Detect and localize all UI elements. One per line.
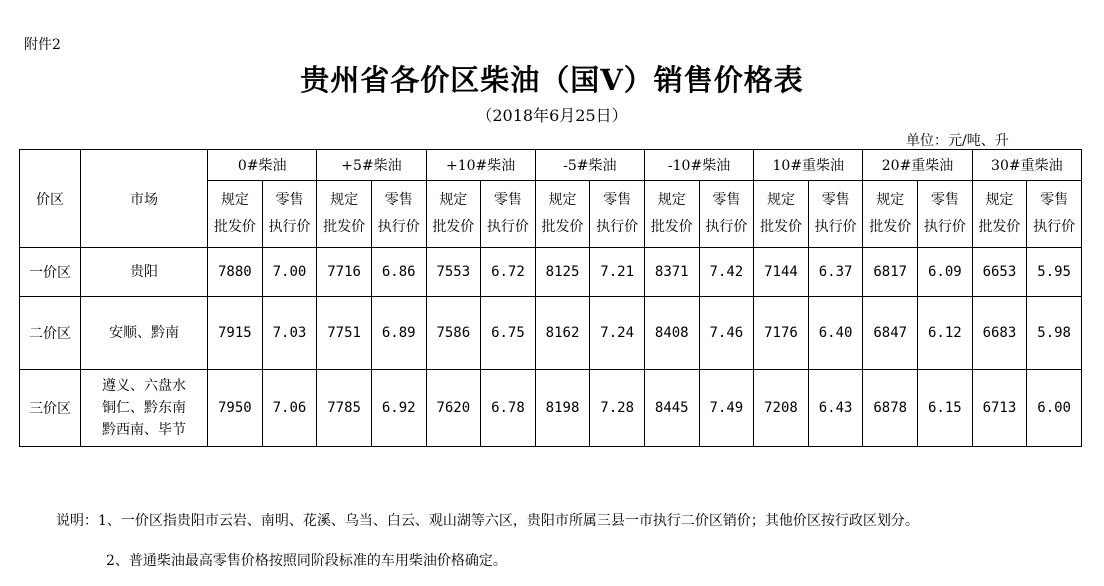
table-row: [20, 248, 1082, 297]
retail-price-header: [262, 181, 317, 248]
retail-price-cell: 5.95: [1027, 248, 1082, 297]
header-line-top: 零售: [603, 192, 632, 208]
header-line-top: 规定: [330, 192, 359, 208]
retail-price-header: [371, 181, 426, 248]
product-header: -5#柴油: [535, 150, 644, 181]
zone-cell: 二价区: [20, 297, 81, 370]
wholesale-price-cell: 8198: [535, 370, 590, 447]
header-line-bottom: 批发价: [432, 219, 475, 235]
retail-price-header: [918, 181, 973, 248]
retail-price-cell: 7.03: [262, 297, 317, 370]
wholesale-price-cell: 7785: [317, 370, 372, 447]
retail-price-cell: 6.12: [918, 297, 973, 370]
page-title: 贵州省各价区柴油（国Ⅴ）销售价格表: [300, 63, 804, 97]
wholesale-price-header: [426, 181, 481, 248]
header-line-bottom: 批发价: [978, 219, 1021, 235]
wholesale-price-cell: 6713: [972, 370, 1027, 447]
header-line-top: 规定: [985, 192, 1014, 208]
retail-price-cell: 7.42: [699, 248, 754, 297]
product-header: +10#柴油: [426, 150, 535, 181]
header-line-bottom: 批发价: [541, 219, 584, 235]
header-line-top: 零售: [1040, 192, 1069, 208]
header-line-top: 零售: [493, 192, 522, 208]
market-cell: [81, 248, 208, 297]
wholesale-price-cell: 6847: [863, 297, 918, 370]
wholesale-price-cell: 7880: [208, 248, 263, 297]
retail-price-cell: 7.49: [699, 370, 754, 447]
market-line: 遵义、六盘水: [102, 378, 187, 394]
header-line-top: 零售: [930, 192, 959, 208]
retail-price-cell: 6.09: [918, 248, 973, 297]
header-line-bottom: 执行价: [923, 219, 966, 235]
price-table: [19, 149, 1082, 447]
wholesale-price-cell: 7620: [426, 370, 481, 447]
wholesale-price-cell: 7950: [208, 370, 263, 447]
retail-price-cell: 7.46: [699, 297, 754, 370]
retail-price-cell: 6.43: [808, 370, 863, 447]
wholesale-price-cell: 7144: [754, 248, 809, 297]
header-line-bottom: 执行价: [705, 219, 748, 235]
wholesale-price-cell: 7915: [208, 297, 263, 370]
wholesale-price-header: [972, 181, 1027, 248]
wholesale-price-cell: 7208: [754, 370, 809, 447]
wholesale-price-cell: 8125: [535, 248, 590, 297]
attachment-label: 附件2: [24, 37, 61, 53]
header-line-bottom: 执行价: [486, 219, 529, 235]
header-line-top: 零售: [712, 192, 741, 208]
retail-price-header: [699, 181, 754, 248]
header-line-top: 零售: [275, 192, 304, 208]
retail-price-header: [481, 181, 536, 248]
header-line-top: 零售: [384, 192, 413, 208]
header-line-bottom: 批发价: [323, 219, 366, 235]
wholesale-price-cell: 8408: [644, 297, 699, 370]
retail-price-header: [808, 181, 863, 248]
wholesale-price-cell: 7751: [317, 297, 372, 370]
wholesale-price-cell: 7716: [317, 248, 372, 297]
header-line-top: 规定: [657, 192, 686, 208]
retail-price-cell: 6.86: [371, 248, 426, 297]
header-line-bottom: 执行价: [596, 219, 639, 235]
header-line-bottom: 批发价: [213, 219, 256, 235]
retail-price-header: [590, 181, 645, 248]
header-line-bottom: 执行价: [814, 219, 857, 235]
wholesale-price-cell: 6878: [863, 370, 918, 447]
wholesale-price-header: [863, 181, 918, 248]
market-line: 安顺、黔南: [109, 325, 180, 341]
retail-price-cell: 7.06: [262, 370, 317, 447]
retail-price-cell: 6.72: [481, 248, 536, 297]
header-line-bottom: 执行价: [268, 219, 311, 235]
table-row: [20, 370, 1082, 447]
retail-price-cell: 6.00: [1027, 370, 1082, 447]
note-2: 2、普通柴油最高零售价格按照同阶段标准的车用柴油价格确定。: [106, 553, 507, 569]
retail-price-header: [1027, 181, 1082, 248]
retail-price-cell: 6.75: [481, 297, 536, 370]
header-line-top: 规定: [220, 192, 249, 208]
wholesale-price-header: [644, 181, 699, 248]
wholesale-price-cell: 7553: [426, 248, 481, 297]
retail-price-cell: 6.92: [371, 370, 426, 447]
product-header: 20#重柴油: [863, 150, 972, 181]
wholesale-price-header: [535, 181, 590, 248]
retail-price-cell: 7.24: [590, 297, 645, 370]
header-line-bottom: 批发价: [869, 219, 912, 235]
product-header: 0#柴油: [208, 150, 317, 181]
market-line: 铜仁、黔东南: [102, 400, 187, 416]
wholesale-price-header: [754, 181, 809, 248]
wholesale-price-cell: 8162: [535, 297, 590, 370]
retail-price-cell: 7.28: [590, 370, 645, 447]
wholesale-price-cell: 7586: [426, 297, 481, 370]
header-line-bottom: 批发价: [650, 219, 693, 235]
note-1: 说明：1、一价区指贵阳市云岩、南明、花溪、乌当、白云、观山湖等六区，贵阳市所属三县一市执行二价区销价；其他价区按行政区划分。: [56, 513, 919, 529]
retail-price-cell: 6.89: [371, 297, 426, 370]
unit-label: 单位：元/吨、升: [906, 133, 1009, 149]
market-cell: [81, 370, 208, 447]
table-row: [20, 297, 1082, 370]
header-line-bottom: 执行价: [1033, 219, 1076, 235]
header-line-bottom: 批发价: [759, 219, 802, 235]
date-subtitle: （2018年6月25日）: [476, 106, 628, 125]
header-line-bottom: 执行价: [377, 219, 420, 235]
zone-header: 价区: [20, 150, 81, 248]
product-header: 30#重柴油: [972, 150, 1081, 181]
retail-price-cell: 6.40: [808, 297, 863, 370]
retail-price-cell: 6.15: [918, 370, 973, 447]
zone-cell: 一价区: [20, 248, 81, 297]
wholesale-price-cell: 6683: [972, 297, 1027, 370]
product-header: +5#柴油: [317, 150, 426, 181]
header-line-top: 规定: [876, 192, 905, 208]
wholesale-price-cell: 7176: [754, 297, 809, 370]
wholesale-price-cell: 8445: [644, 370, 699, 447]
wholesale-price-cell: 6653: [972, 248, 1027, 297]
market-line: 黔西南、毕节: [102, 422, 187, 438]
product-header: -10#柴油: [644, 150, 753, 181]
retail-price-cell: 6.78: [481, 370, 536, 447]
market-header: 市场: [81, 150, 208, 248]
retail-price-cell: 7.00: [262, 248, 317, 297]
header-line-top: 规定: [766, 192, 795, 208]
header-line-top: 零售: [821, 192, 850, 208]
wholesale-price-header: [208, 181, 263, 248]
retail-price-cell: 5.98: [1027, 297, 1082, 370]
wholesale-price-cell: 6817: [863, 248, 918, 297]
retail-price-cell: 6.37: [808, 248, 863, 297]
market-cell: [81, 297, 208, 370]
wholesale-price-header: [317, 181, 372, 248]
header-line-top: 规定: [548, 192, 577, 208]
header-line-top: 规定: [439, 192, 468, 208]
zone-cell: 三价区: [20, 370, 81, 447]
product-header: 10#重柴油: [754, 150, 863, 181]
retail-price-cell: 7.21: [590, 248, 645, 297]
market-line: 贵阳: [130, 264, 159, 280]
header-row-products: [20, 150, 1082, 181]
wholesale-price-cell: 8371: [644, 248, 699, 297]
